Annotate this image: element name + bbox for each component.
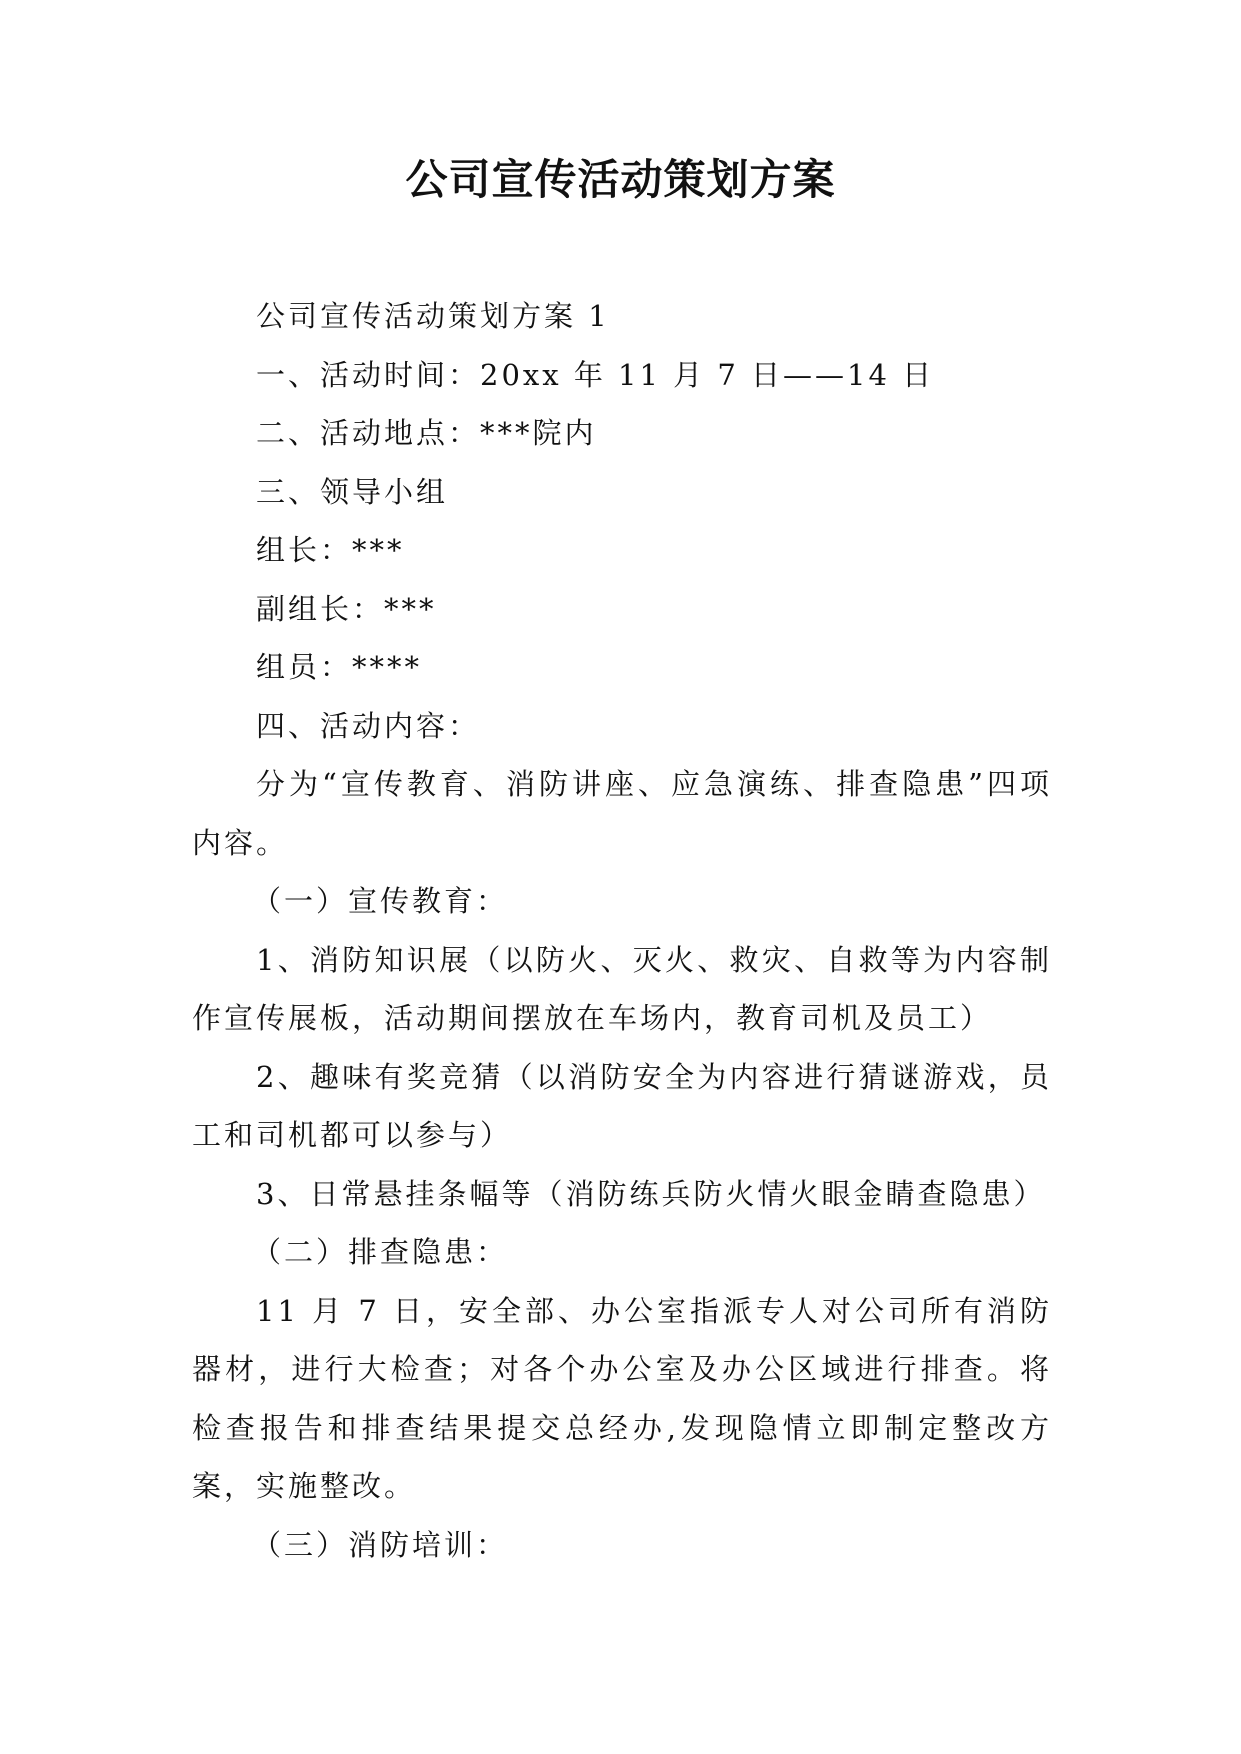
leadership-heading: 三、领导小组	[256, 474, 449, 509]
deputy-leader: 副组长：***	[256, 591, 437, 626]
content-paragraph: 11 月 7 日，安全部、办公室指派专人对公司所有消防器材，进行大检查；对各个办公室及办公区域进行排查。将检查报告和排查结果提交总经办,发现隐情立即制定整改方案，实施整改。	[192, 1293, 1052, 1503]
section-heading: 公司宣传活动策划方案 1	[256, 299, 610, 333]
activity-time: 一、活动时间：20xx 年 11 月 7 日——14 日	[256, 357, 935, 392]
content-paragraph: 分为“宣传教育、消防讲座、应急演练、排查隐患”四项内容。	[192, 767, 1052, 860]
subsection-heading: （一）宣传教育：	[252, 884, 509, 918]
subsection-heading: （三）消防培训：	[252, 1527, 509, 1562]
list-item: 2、趣味有奖竞猜（以消防安全为内容进行猜谜游戏，员工和司机都可以参与）	[192, 1059, 1052, 1152]
activity-location: 二、活动地点：***院内	[256, 416, 597, 450]
group-members: 组员：****	[256, 650, 423, 684]
content-heading: 四、活动内容：	[256, 708, 481, 743]
list-item: 1、消防知识展（以防火、灭火、救灾、自救等为内容制作宣传展板，活动期间摆放在车场内，教育司机及员工）	[192, 942, 1052, 1035]
document-title: 公司宣传活动策划方案	[405, 155, 836, 204]
document-body	[192, 287, 1052, 1574]
list-item: 3、日常悬挂条幅等（消防练兵防火情火眼金睛查隐患）	[256, 1176, 1046, 1211]
subsection-heading: （二）排查隐患：	[252, 1235, 509, 1269]
group-leader: 组长：***	[256, 533, 405, 567]
